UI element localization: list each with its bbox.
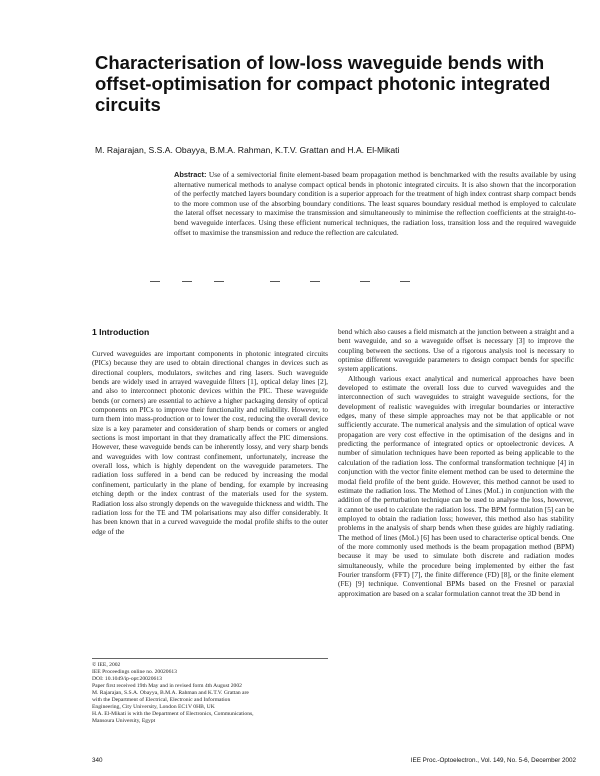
- left-column: [92, 349, 328, 654]
- abstract-label: Abstract:: [174, 170, 207, 179]
- footnote-line: Engineering, City University, London EC1V 0HB, UK: [92, 704, 215, 711]
- footnote-line: Paper first received 19th May and in revised form 4th August 2002: [92, 683, 242, 690]
- abstract: [174, 170, 576, 237]
- footnote-line: IEE Proceedings online no. 20020613: [92, 669, 177, 676]
- author-list: M. Rajarajan, S.S.A. Obayya, B.M.A. Rahman, K.T.V. Grattan and H.A. El-Mikati: [95, 145, 400, 155]
- right-column: [338, 327, 574, 752]
- paper-title: Characterisation of low-loss waveguide bends with offset-optimisation for compact photonic integrated circuits: [95, 52, 551, 115]
- body-paragraph: Curved waveguides are important components in photonic integrated circuits (PICs) because they are used to obtain directional changes in devices such as directional couplers, modulators, switches and ring lasers. Such waveguide bends are widely used in arrayed waveguide filters [1], optical delay lines [2], and also to interconnect photonic devices within the PIC. These waveguide bends (or corners) are essential to achieve a higher packaging density of optical components on PICs to improve their functionality and reliability. However, to turn them into mass-production or to lower the cost, reducing the overall device size is a key parameter and consideration of sharp bends or corners or angled sections is most important in that they dramatically affect the PIC dimensions. However, these waveguide bends can be inherently lossy, and very sharp bends and waveguides with low contrast confinement, unfortunately, increase the overall loss, which is highly dependent on the waveguide parameters. The radiation loss suffered in a bend can be reduced by increasing the modal confinement, particularly in the plane of bending, for example by increasing etching depth or the index contrast of the materials used for the system. Radiation loss also strongly depends on the waveguide thickness and width. The radiation loss for the TE and TM polarisations may also differ considerably. It has been known that in a curved waveguide the modal profile shifts to the outer edge of the: [92, 349, 328, 536]
- body-paragraph: Although various exact analytical and numerical approaches have been developed to estimate the overall loss due to curved waveguides and the interconnection of such waveguides to straight waveguide sections, for the development of realistic waveguides with irregular boundaries or interactive edges, many of these simple approaches may not be that applicable or not sufficiently accurate. The numerical analysis and the simulation of optical wave propagation are very cost effective in the optimisation of the designs and in predicting the performance of integrated optics or optoelectronic devices. A number of simulation techniques have been reported as being applicable to the calculation of the radiation loss. The conformal transformation technique [4] in conjunction with the vector finite element method can be used to determine the modal field profile of the bent guide. However, this method cannot be used to estimate the radiation loss. The Method of Lines (MoL) in conjunction with the addition of the perturbation technique can be used to analyse the loss, however, it cannot be used to calculate the radiation loss. The BPM formulation [5] can be employed to obtain the radiation loss; however, this method also has stability problems in the analysis of sharp bends when these guides are highly radiating. The method of lines (MoL) [6] has been used to characterise optical bends. One of the more commonly used methods is the beam propagation method (BPM) because it may be used to simulate both discrete and radiation modes simultaneously, while the procedure being implemented by either the fast Fourier transform (FFT) [7], the finite difference (FD) [8], or the finite element (FE) [9] technique. Conventional BPMs based on the Fresnel or paraxial approximation are based on a scalar formulation cannot treat the 3D bend in: [338, 373, 574, 598]
- footnote-divider: [92, 658, 328, 659]
- page-number: 340: [92, 757, 103, 764]
- journal-citation: IEE Proc.-Optoelectron., Vol. 149, No. 5-6, December 2002: [410, 757, 576, 764]
- footnote-line: H.A. El-Mikati is with the Department of Electronics, Communications,: [92, 711, 254, 718]
- body-paragraph: bend which also causes a field mismatch at the junction between a straight and a bent waveguide, and so a waveguide offset is necessary [3] to improve the coupling between the sections. Use of a rigorous analysis tool is necessary to optimise different waveguide parameters to design compact bends for specific system applications.: [338, 327, 574, 374]
- footnotes: [92, 662, 328, 725]
- section-heading: 1 Introduction: [92, 327, 150, 337]
- footnote-line: © IEE, 2002: [92, 662, 121, 668]
- footnote-line: DOI: 10.1049/ip-opt:20020613: [92, 676, 162, 683]
- abstract-text: Use of a semivectorial finite element-based beam propagation method is benchmarked with the results available by using alternative numerical methods to analyse compact optical bends in photonic integrated circuits. It is also shown that the incorporation of the perfectly matched layers boundary condition is a superior approach for the treatment of high index contrast sharp compact bends to the more common use of the absorbing boundary conditions. The least squares boundary residual method is employed to calculate the lateral offset necessary to maximise the transmission and simultaneously to minimise the reflection coefficients at the straight-to-bend waveguide interfaces. Using these efficient numerical techniques, the radiation loss, transition loss and the required waveguide offset to maximise the transmission and reduce the reflection are calculated.: [174, 170, 576, 237]
- footnote-line: Mansoura University, Egypt: [92, 718, 156, 725]
- footnote-line: M. Rajarajan, S.S.A. Obayya, B.M.A. Rahman and K.T.V. Grattan are: [92, 690, 249, 697]
- separator-dashes: [150, 281, 410, 287]
- footnote-line: with the Department of Electrical, Electronic and Information: [92, 697, 231, 704]
